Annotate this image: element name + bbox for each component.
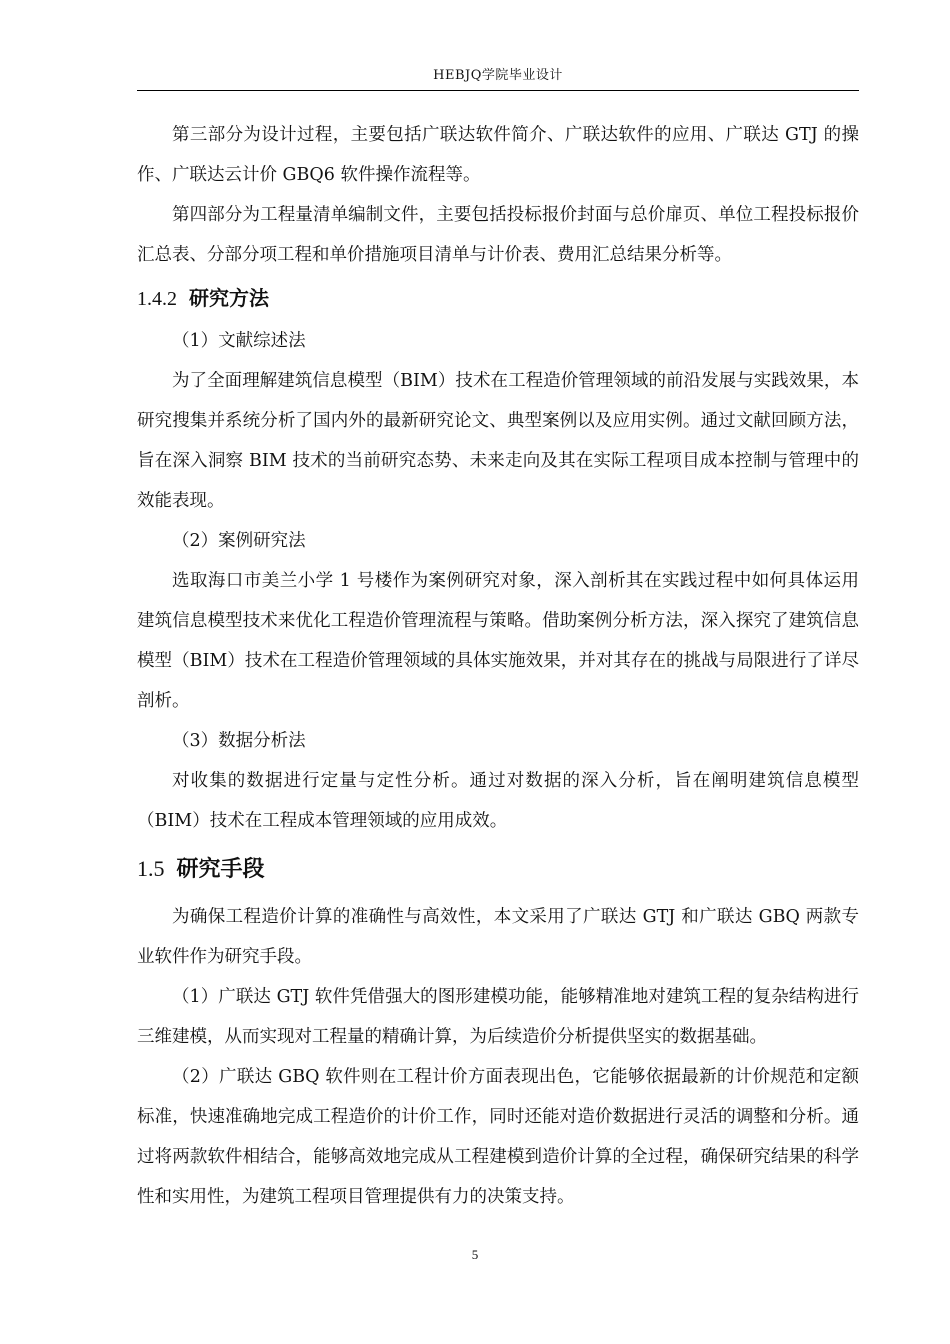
page-header: [137, 66, 859, 91]
paragraph: （2）广联达 GBQ 软件则在工程计价方面表现出色，它能够依据最新的计价规范和定额标准，快速准确地完成工程造价的计价工作，同时还能对造价数据进行灵活的调整和分析。通过将两款软件相结合，能够高效地完成从工程建模到造价计算的全过程，确保研究结果的科学性和实用性，为建筑工程项目管理提供有力的决策支持。: [137, 1067, 859, 1207]
paragraph: 为确保工程造价计算的准确性与高效性，本文采用了广联达 GTJ 和广联达 GBQ 两款专业软件作为研究手段。: [137, 907, 859, 967]
document-body: [137, 115, 859, 1217]
method-paragraph: 对收集的数据进行定量与定性分析。通过对数据的深入分析，旨在阐明建筑信息模型（BIM）技术在工程成本管理领域的应用成效。: [137, 771, 859, 831]
section-heading: [137, 841, 859, 897]
method-label: （2）案例研究法: [172, 531, 306, 551]
page-number: 5: [471, 1247, 479, 1262]
subsection-number: 1.4.2: [137, 288, 177, 310]
method-paragraph: 为了全面理解建筑信息模型（BIM）技术在工程造价管理领域的前沿发展与实践效果，本研究搜集并系统分析了国内外的最新研究论文、典型案例以及应用实例。通过文献回顾方法，旨在深入洞察 BIM 技术的当前研究态势、未来走向及其在实际工程项目成本控制与管理中的效能表现。: [137, 371, 859, 511]
header-title: HEBJQ学院毕业设计: [433, 68, 563, 83]
section-title: 研究手段: [176, 856, 265, 882]
page-footer: [0, 1247, 950, 1263]
paragraph: 第三部分为设计过程，主要包括广联达软件简介、广联达软件的应用、广联达 GTJ 的操作、广联达云计价 GBQ6 软件操作流程等。: [137, 125, 859, 185]
paragraph: （1）广联达 GTJ 软件凭借强大的图形建模功能，能够精准地对建筑工程的复杂结构进行三维建模，从而实现对工程量的精确计算，为后续造价分析提供坚实的数据基础。: [137, 987, 859, 1047]
subsection-heading: [137, 275, 859, 321]
method-label: （3）数据分析法: [172, 731, 306, 751]
subsection-title: 研究方法: [189, 286, 269, 310]
section-number: 1.5: [137, 856, 165, 881]
paragraph: 第四部分为工程量清单编制文件，主要包括投标报价封面与总价扉页、单位工程投标报价汇总表、分部分项工程和单价措施项目清单与计价表、费用汇总结果分析等。: [137, 205, 859, 265]
method-paragraph: 选取海口市美兰小学 1 号楼作为案例研究对象，深入剖析其在实践过程中如何具体运用建筑信息模型技术来优化工程造价管理流程与策略。借助案例分析方法，深入探究了建筑信息模型（BIM）技术在工程造价管理领域的具体实施效果，并对其存在的挑战与局限进行了详尽剖析。: [137, 571, 859, 711]
method-label: （1）文献综述法: [172, 331, 306, 351]
